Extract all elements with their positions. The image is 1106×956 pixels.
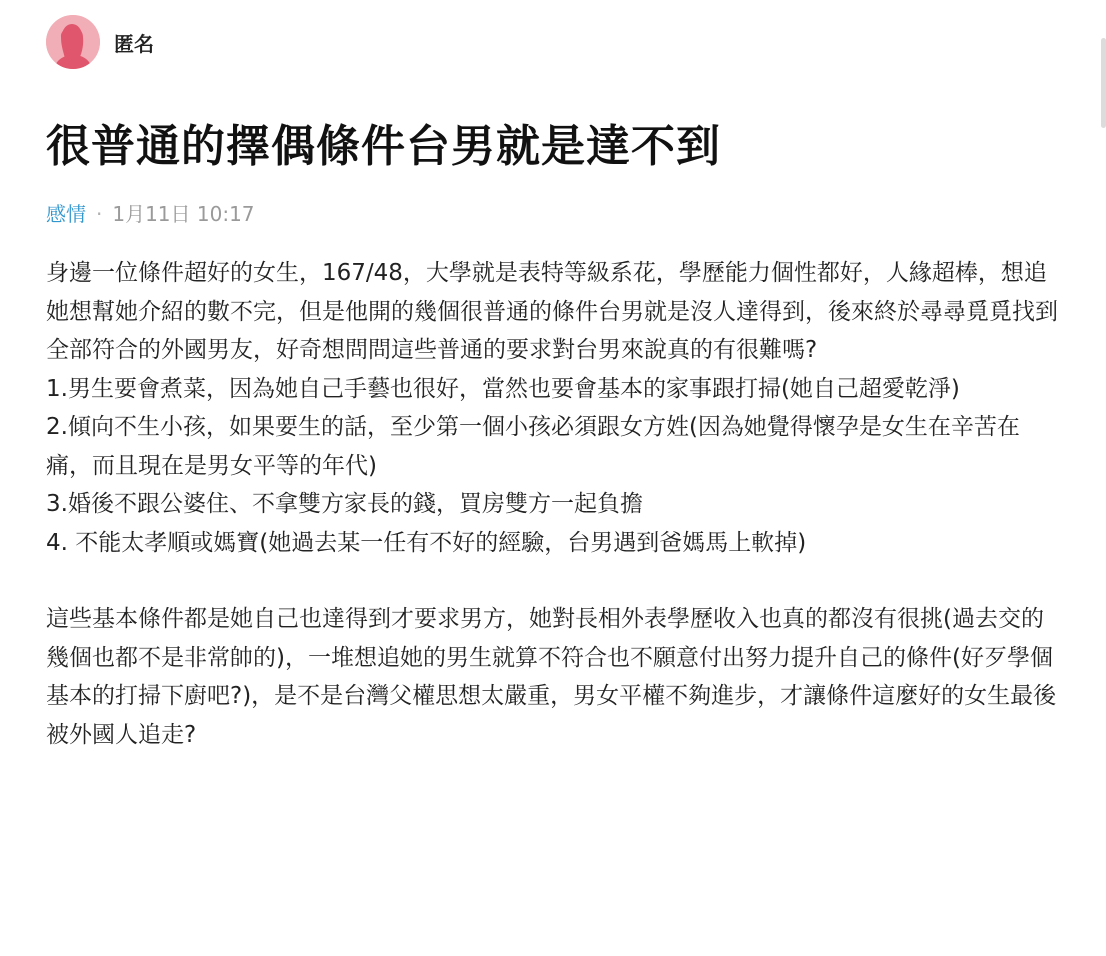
post-timestamp: 1月11日 10:17 xyxy=(112,202,255,226)
post-title: 很普通的擇偶條件台男就是達不到 xyxy=(46,121,721,172)
body-list-item: 1.男生要會煮菜，因為她自己手藝也很好，當然也要會基本的家事跟打掃(她自己超愛乾淨) xyxy=(46,375,960,402)
scrollbar[interactable] xyxy=(1100,0,1106,956)
female-avatar-icon[interactable] xyxy=(46,15,100,69)
category-link[interactable]: 感情 xyxy=(46,202,86,226)
body-list-item: 4. 不能太孝順或媽寶(她過去某一任有不好的經驗，台男遇到爸媽馬上軟掉) xyxy=(46,529,807,556)
post-meta xyxy=(46,200,1066,228)
body-list-item: 3.婚後不跟公婆住、不拿雙方家長的錢，買房雙方一起負擔 xyxy=(46,491,643,517)
body-paragraph: 身邊一位條件超好的女生，167/48，大學就是表特等級系花，學歷能力個性都好，人緣超棒，想追她想幫她介紹的數不完，但是他開的幾個很普通的條件台男就是沒人達得到，後來終於尋尋覓覓找到全部符合的外國男友，好奇想問問這些普通的要求對台男來說真的有很難嗎? xyxy=(46,260,1058,363)
post xyxy=(46,14,1066,754)
post-body xyxy=(46,254,1061,754)
body-list-item: 2.傾向不生小孩，如果要生的話，至少第一個小孩必須跟女方姓(因為她覺得懷孕是女生在辛苦在痛，而且現在是男女平等的年代) xyxy=(46,414,1020,479)
scrollbar-thumb[interactable] xyxy=(1101,38,1106,128)
author-name[interactable]: 匿名 xyxy=(114,31,154,56)
meta-separator: · xyxy=(96,202,103,226)
body-paragraph: 這些基本條件都是她自己也達得到才要求男方，她對長相外表學歷收入也真的都沒有很挑(過去交的幾個也都不是非常帥的)，一堆想追她的男生就算不符合也不願意付出努力提升自己的條件(好歹學個基本的打掃下廚吧?)，是不是台灣父權思想太嚴重，男女平權不夠進步，才讓條件這麼好的女生最後被外國人追走? xyxy=(46,606,1057,748)
paragraph-spacer xyxy=(46,562,1061,600)
author-row[interactable] xyxy=(46,14,1066,70)
